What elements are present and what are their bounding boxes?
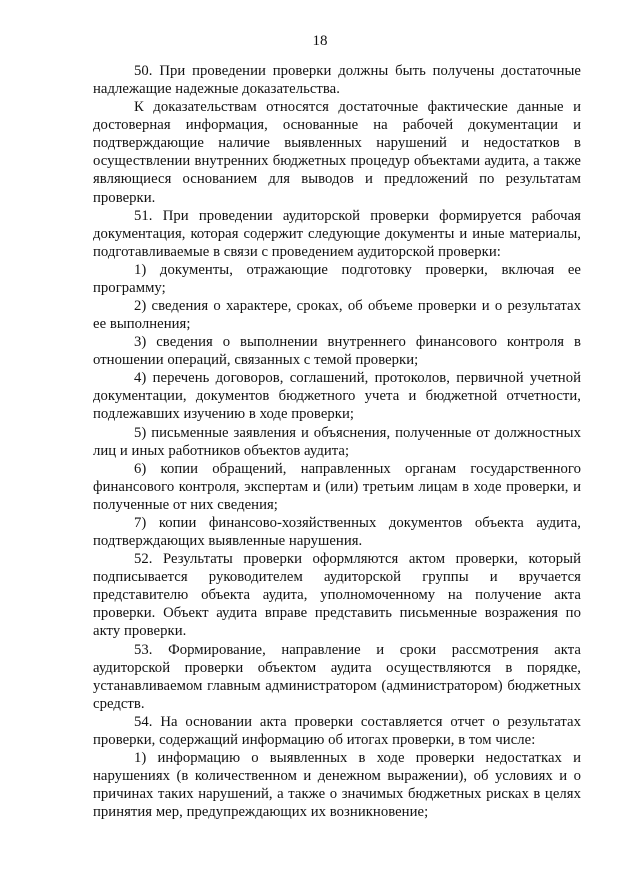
paragraph-51: 51. При проведении аудиторской проверки формируется рабочая документация, которая содержит следующие документы и иные материалы, подготавливаемые в связи с проведением аудиторской проверки: xyxy=(93,207,581,260)
list-item-51-1: 1) документы, отражающие подготовку проверки, включая ее программу; xyxy=(93,261,581,296)
document-body xyxy=(93,62,581,821)
list-item-51-4: 4) перечень договоров, соглашений, протоколов, первичной учетной документации, документов бюджетного учета и бюджетной отчетности, подлежавших изучению в ходе проверки; xyxy=(93,370,581,423)
paragraph-53: 53. Формирование, направление и сроки рассмотрения акта аудиторской проверки объектом аудита осуществляются в порядке, устанавливаемом главным администратором (администратором) бюджетных средств. xyxy=(93,641,581,712)
page-number: 18 xyxy=(312,33,328,49)
list-item-51-2: 2) сведения о характере, сроках, об объеме проверки и о результатах ее выполнения; xyxy=(93,298,581,333)
list-item-51-7: 7) копии финансово-хозяйственных документов объекта аудита, подтверждающих выявленные нарушения. xyxy=(93,514,581,550)
paragraph-50: 50. При проведении проверки должны быть получены достаточные надлежащие надежные доказательства. xyxy=(93,63,581,98)
paragraph-54: 54. На основании акта проверки составляется отчет о результатах проверки, содержащий информацию об итогах проверки, в том числе: xyxy=(93,713,581,748)
list-item-51-3: 3) сведения о выполнении внутреннего финансового контроля в отношении операций, связанных с темой проверки; xyxy=(93,334,581,369)
paragraph-evidence-definition: К доказательствам относятся достаточные фактические данные и достоверная информация, основанные на рабочей документации и подтверждающие наличие выявленных нарушений и недостатков в осуществлении внутренних бюджетных процедур объектами аудита, а также являющиеся основанием для выводов и предложений по результатам проверки. xyxy=(93,99,581,206)
list-item-54-1: 1) информацию о выявленных в ходе проверки недостатках и нарушениях (в количественном и денежном выражении), об условиях и о причинах таких нарушений, а также о значимых бюджетных рисках в целях принятия мер, предупреждающих их возникновение; xyxy=(93,749,581,821)
paragraph-52: 52. Результаты проверки оформляются актом проверки, который подписывается руководителем аудиторской группы и вручается представителю объекта аудита, уполномоченному на получение акта проверки. Объект аудита вправе представить письменные возражения по акту проверки. xyxy=(93,551,581,640)
list-item-51-5: 5) письменные заявления и объяснения, полученные от должностных лиц и иных работников объектов аудита; xyxy=(93,424,581,459)
list-item-51-6: 6) копии обращений, направленных органам государственного финансового контроля, экспертам и (или) третьим лицам в ходе проверки, и полученные от них сведения; xyxy=(93,460,581,513)
